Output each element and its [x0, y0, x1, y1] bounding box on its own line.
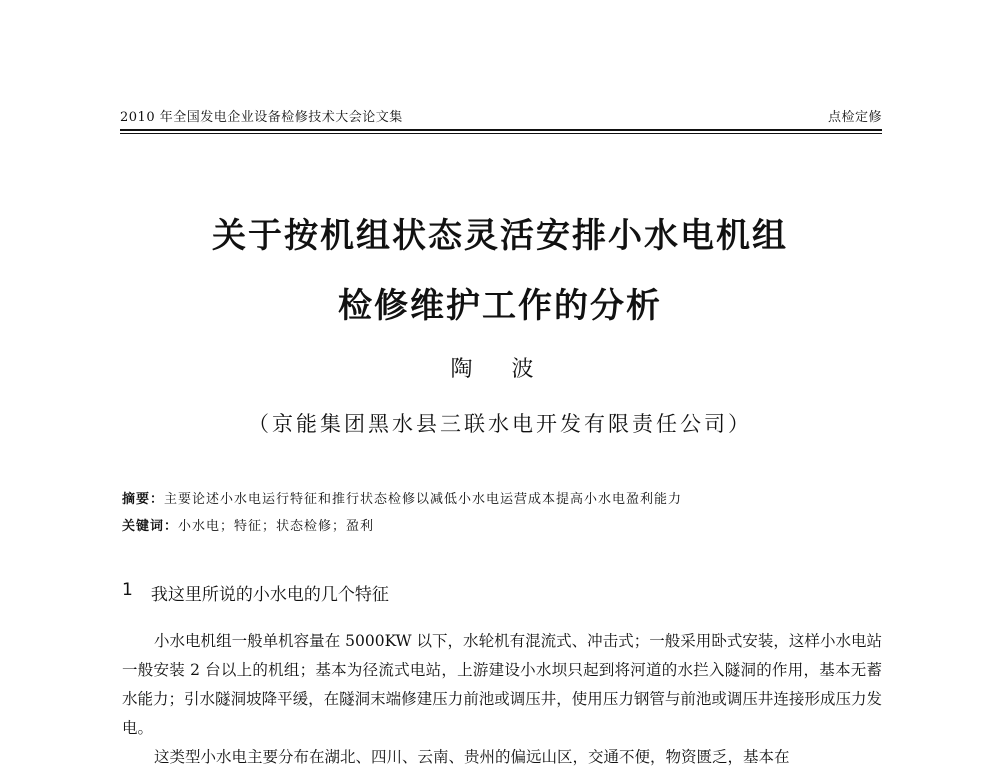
section-title: 我这里所说的小水电的几个特征	[150, 585, 389, 605]
body-paragraph: 小水电机组一般单机容量在 5000KW 以下，水轮机有混流式、冲击式；一般采用卧式安装，这样小水电站一般安装 2 台以上的机组；基本为径流式电站，上游建设小水坝只起到将河道的水拦入隧洞的作用，基本无蓄水能力；引水隧洞坡降平缓，在隧洞末端修建压力前池或调压井，使用压力钢管与前池或调压井连接形成压力发电。	[122, 632, 882, 737]
running-header	[120, 106, 882, 131]
body-paragraph: 这类型小水电主要分布在湖北、四川、云南、贵州的偏远山区，交通不便，物资匮乏，基本在	[154, 748, 790, 766]
keywords	[122, 515, 374, 534]
paper-title-line-1: 关于按机组状态灵活安排小水电机组	[212, 216, 788, 256]
abstract-text: 主要论述小水电运行特征和推行状态检修以减低小水电运营成本提高小水电盈利能力	[164, 492, 683, 507]
paper-title-line-2: 检修维护工作的分析	[338, 286, 662, 326]
abstract-label: 摘要：	[122, 492, 165, 507]
author-affiliation: （京能集团黑水县三联水电开发有限责任公司）	[248, 412, 752, 436]
keywords-label: 关键词：	[122, 519, 179, 534]
section-number: 1	[122, 580, 133, 600]
header-section-label: 点检定修	[827, 110, 882, 125]
abstract	[122, 488, 682, 507]
header-proceedings-title: 2010 年全国发电企业设备检修技术大会论文集	[120, 110, 403, 125]
keywords-text: 小水电；特征；状态检修；盈利	[178, 519, 375, 534]
body-text	[122, 627, 882, 772]
section-heading	[122, 580, 389, 605]
author-name: 陶 波	[450, 357, 550, 382]
